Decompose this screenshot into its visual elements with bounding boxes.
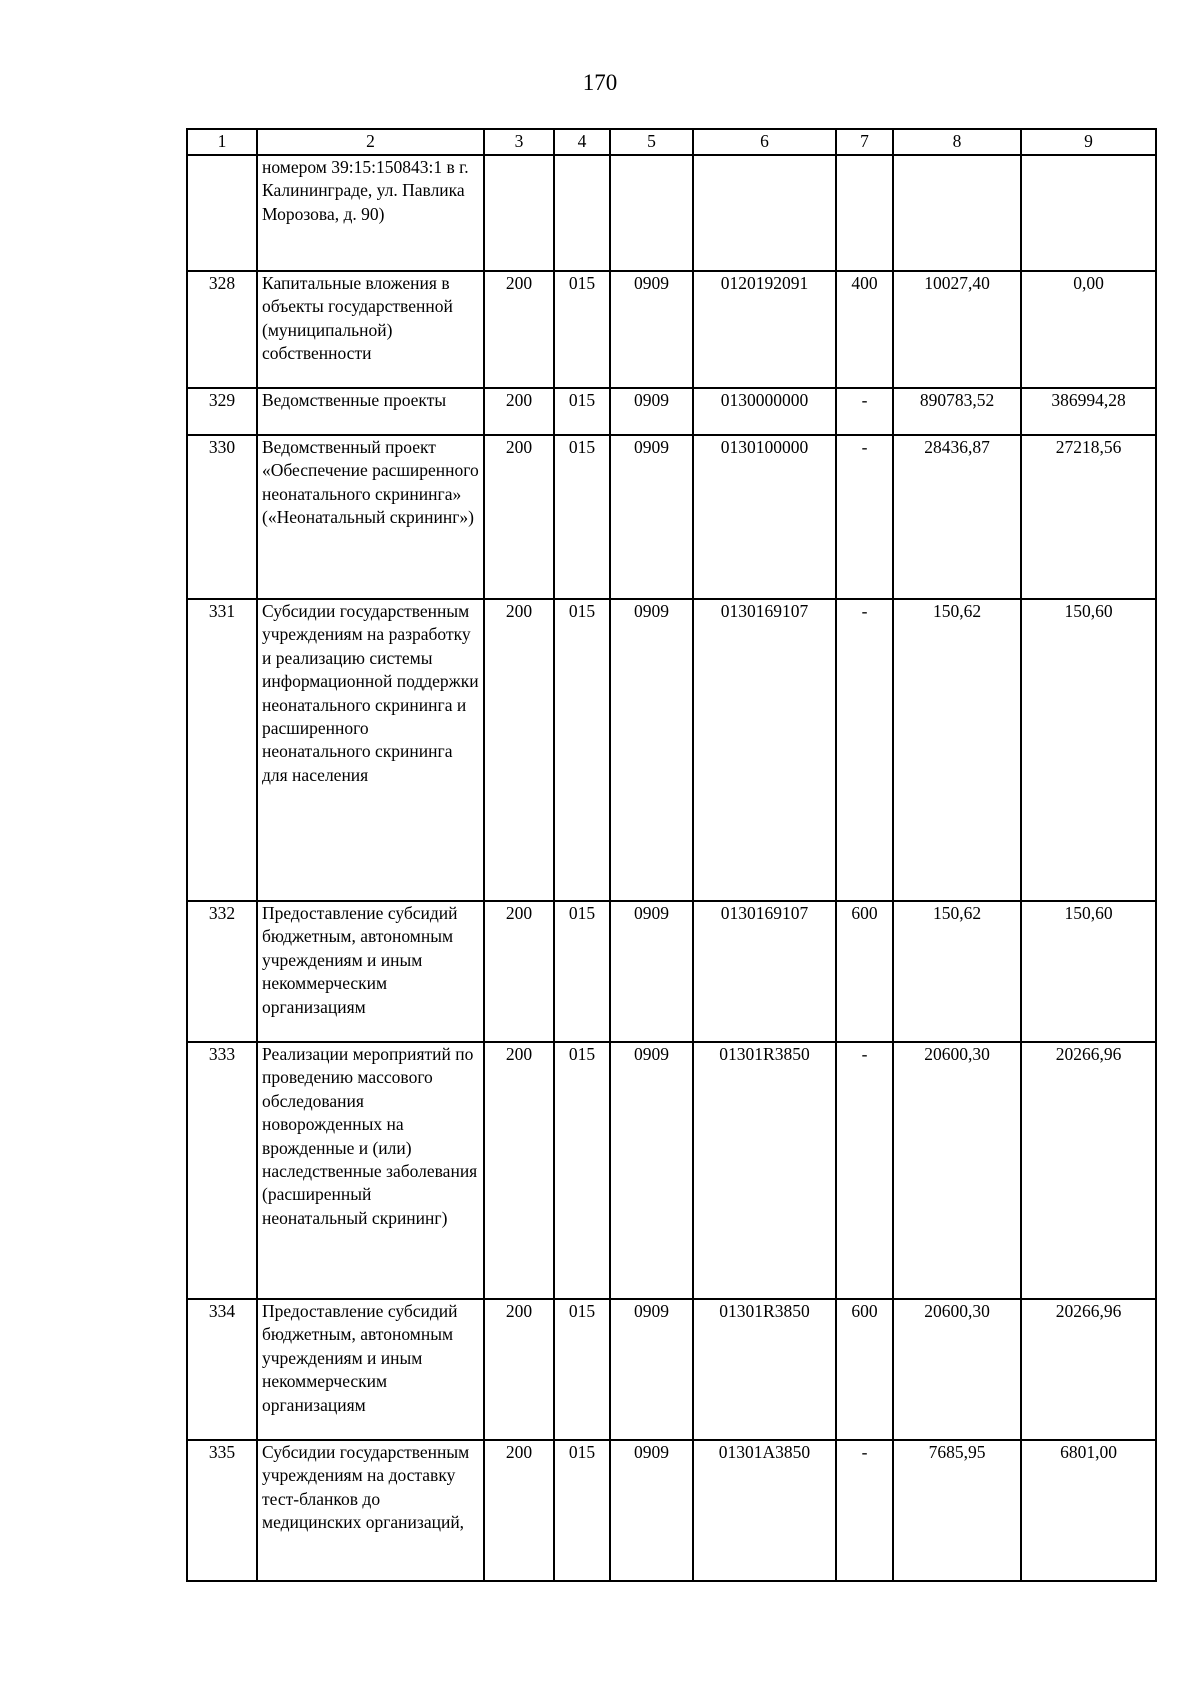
column-header: 2 xyxy=(257,129,484,155)
cell-col3: 200 xyxy=(484,599,554,901)
row-number: 330 xyxy=(187,435,257,599)
cell-col3 xyxy=(484,155,554,271)
column-header: 7 xyxy=(836,129,893,155)
cell-col9: 0,00 xyxy=(1021,271,1156,388)
cell-col7: - xyxy=(836,388,893,435)
cell-col8: 20600,30 xyxy=(893,1042,1021,1299)
cell-col3: 200 xyxy=(484,1299,554,1440)
cell-col9: 20266,96 xyxy=(1021,1042,1156,1299)
cell-col7: - xyxy=(836,599,893,901)
row-name: Реализации мероприятий по проведению массового обследования новорожденных на врожденные и (или) наследственные заболевания (расширенный неонатальный скрининг) xyxy=(257,1042,484,1299)
table-row xyxy=(187,388,1156,435)
column-header: 8 xyxy=(893,129,1021,155)
cell-col6: 01301R3850 xyxy=(693,1042,836,1299)
cell-col8: 10027,40 xyxy=(893,271,1021,388)
row-name: Субсидии государственным учреждениям на разработку и реализацию системы информационной поддержки неонатального скрининга и расширенного неонатального скрининга для населения xyxy=(257,599,484,901)
row-name: Капитальные вложения в объекты государственной (муниципальной) собственности xyxy=(257,271,484,388)
cell-col6: 0130100000 xyxy=(693,435,836,599)
row-name: Предоставление субсидий бюджетным, автономным учреждениям и иным некоммерческим организациям xyxy=(257,901,484,1042)
cell-col7: 600 xyxy=(836,1299,893,1440)
cell-col6 xyxy=(693,155,836,271)
row-name: Предоставление субсидий бюджетным, автономным учреждениям и иным некоммерческим организациям xyxy=(257,1299,484,1440)
cell-col3: 200 xyxy=(484,901,554,1042)
cell-col9: 27218,56 xyxy=(1021,435,1156,599)
cell-col4: 015 xyxy=(554,901,610,1042)
cell-col6: 0130000000 xyxy=(693,388,836,435)
row-name: Ведомственный проект «Обеспечение расширенного неонатального скрининга» («Неонатальный скрининг») xyxy=(257,435,484,599)
cell-col4 xyxy=(554,155,610,271)
cell-col9: 6801,00 xyxy=(1021,1440,1156,1581)
row-number: 331 xyxy=(187,599,257,901)
table-row xyxy=(187,1299,1156,1440)
cell-col8: 7685,95 xyxy=(893,1440,1021,1581)
cell-col5: 0909 xyxy=(610,901,693,1042)
cell-col6: 0130169107 xyxy=(693,599,836,901)
cell-col8 xyxy=(893,155,1021,271)
cell-col5: 0909 xyxy=(610,599,693,901)
cell-col7: - xyxy=(836,1042,893,1299)
column-header: 3 xyxy=(484,129,554,155)
cell-col7: 400 xyxy=(836,271,893,388)
cell-col9: 20266,96 xyxy=(1021,1299,1156,1440)
cell-col5: 0909 xyxy=(610,435,693,599)
cell-col7: 600 xyxy=(836,901,893,1042)
row-number: 334 xyxy=(187,1299,257,1440)
cell-col5 xyxy=(610,155,693,271)
cell-col6: 01301R3850 xyxy=(693,1299,836,1440)
cell-col9: 150,60 xyxy=(1021,599,1156,901)
cell-col9: 150,60 xyxy=(1021,901,1156,1042)
cell-col6: 01301A3850 xyxy=(693,1440,836,1581)
row-name: номером 39:15:150843:1 в г. Калининграде, ул. Павлика Морозова, д. 90) xyxy=(257,155,484,271)
column-header: 1 xyxy=(187,129,257,155)
table-row xyxy=(187,435,1156,599)
cell-col9 xyxy=(1021,155,1156,271)
cell-col3: 200 xyxy=(484,435,554,599)
row-name: Ведомственные проекты xyxy=(257,388,484,435)
cell-col4: 015 xyxy=(554,1440,610,1581)
table-row xyxy=(187,1042,1156,1299)
cell-col8: 150,62 xyxy=(893,599,1021,901)
table-header xyxy=(187,129,1156,155)
row-number: 335 xyxy=(187,1440,257,1581)
cell-col7: - xyxy=(836,1440,893,1581)
table-row xyxy=(187,155,1156,271)
cell-col8: 890783,52 xyxy=(893,388,1021,435)
table-row xyxy=(187,1440,1156,1581)
cell-col9: 386994,28 xyxy=(1021,388,1156,435)
cell-col5: 0909 xyxy=(610,271,693,388)
cell-col4: 015 xyxy=(554,271,610,388)
table-row xyxy=(187,901,1156,1042)
table-row xyxy=(187,599,1156,901)
cell-col4: 015 xyxy=(554,1042,610,1299)
cell-col5: 0909 xyxy=(610,1299,693,1440)
cell-col6: 0130169107 xyxy=(693,901,836,1042)
table-row xyxy=(187,271,1156,388)
cell-col5: 0909 xyxy=(610,1042,693,1299)
cell-col7 xyxy=(836,155,893,271)
cell-col6: 0120192091 xyxy=(693,271,836,388)
header-row xyxy=(187,129,1156,155)
column-header: 4 xyxy=(554,129,610,155)
row-number: 333 xyxy=(187,1042,257,1299)
cell-col5: 0909 xyxy=(610,1440,693,1581)
budget-table xyxy=(186,128,1157,1582)
cell-col4: 015 xyxy=(554,388,610,435)
cell-col3: 200 xyxy=(484,388,554,435)
row-number: 328 xyxy=(187,271,257,388)
row-number: 332 xyxy=(187,901,257,1042)
row-number xyxy=(187,155,257,271)
row-name: Субсидии государственным учреждениям на доставку тест-бланков до медицинских организаций, xyxy=(257,1440,484,1581)
column-header: 6 xyxy=(693,129,836,155)
column-header: 5 xyxy=(610,129,693,155)
row-number: 329 xyxy=(187,388,257,435)
column-header: 9 xyxy=(1021,129,1156,155)
cell-col4: 015 xyxy=(554,599,610,901)
cell-col3: 200 xyxy=(484,1440,554,1581)
cell-col5: 0909 xyxy=(610,388,693,435)
cell-col4: 015 xyxy=(554,1299,610,1440)
cell-col8: 150,62 xyxy=(893,901,1021,1042)
cell-col8: 28436,87 xyxy=(893,435,1021,599)
cell-col3: 200 xyxy=(484,271,554,388)
cell-col8: 20600,30 xyxy=(893,1299,1021,1440)
cell-col3: 200 xyxy=(484,1042,554,1299)
page-number: 170 xyxy=(582,70,618,95)
table-body xyxy=(187,155,1156,1581)
cell-col4: 015 xyxy=(554,435,610,599)
cell-col7: - xyxy=(836,435,893,599)
